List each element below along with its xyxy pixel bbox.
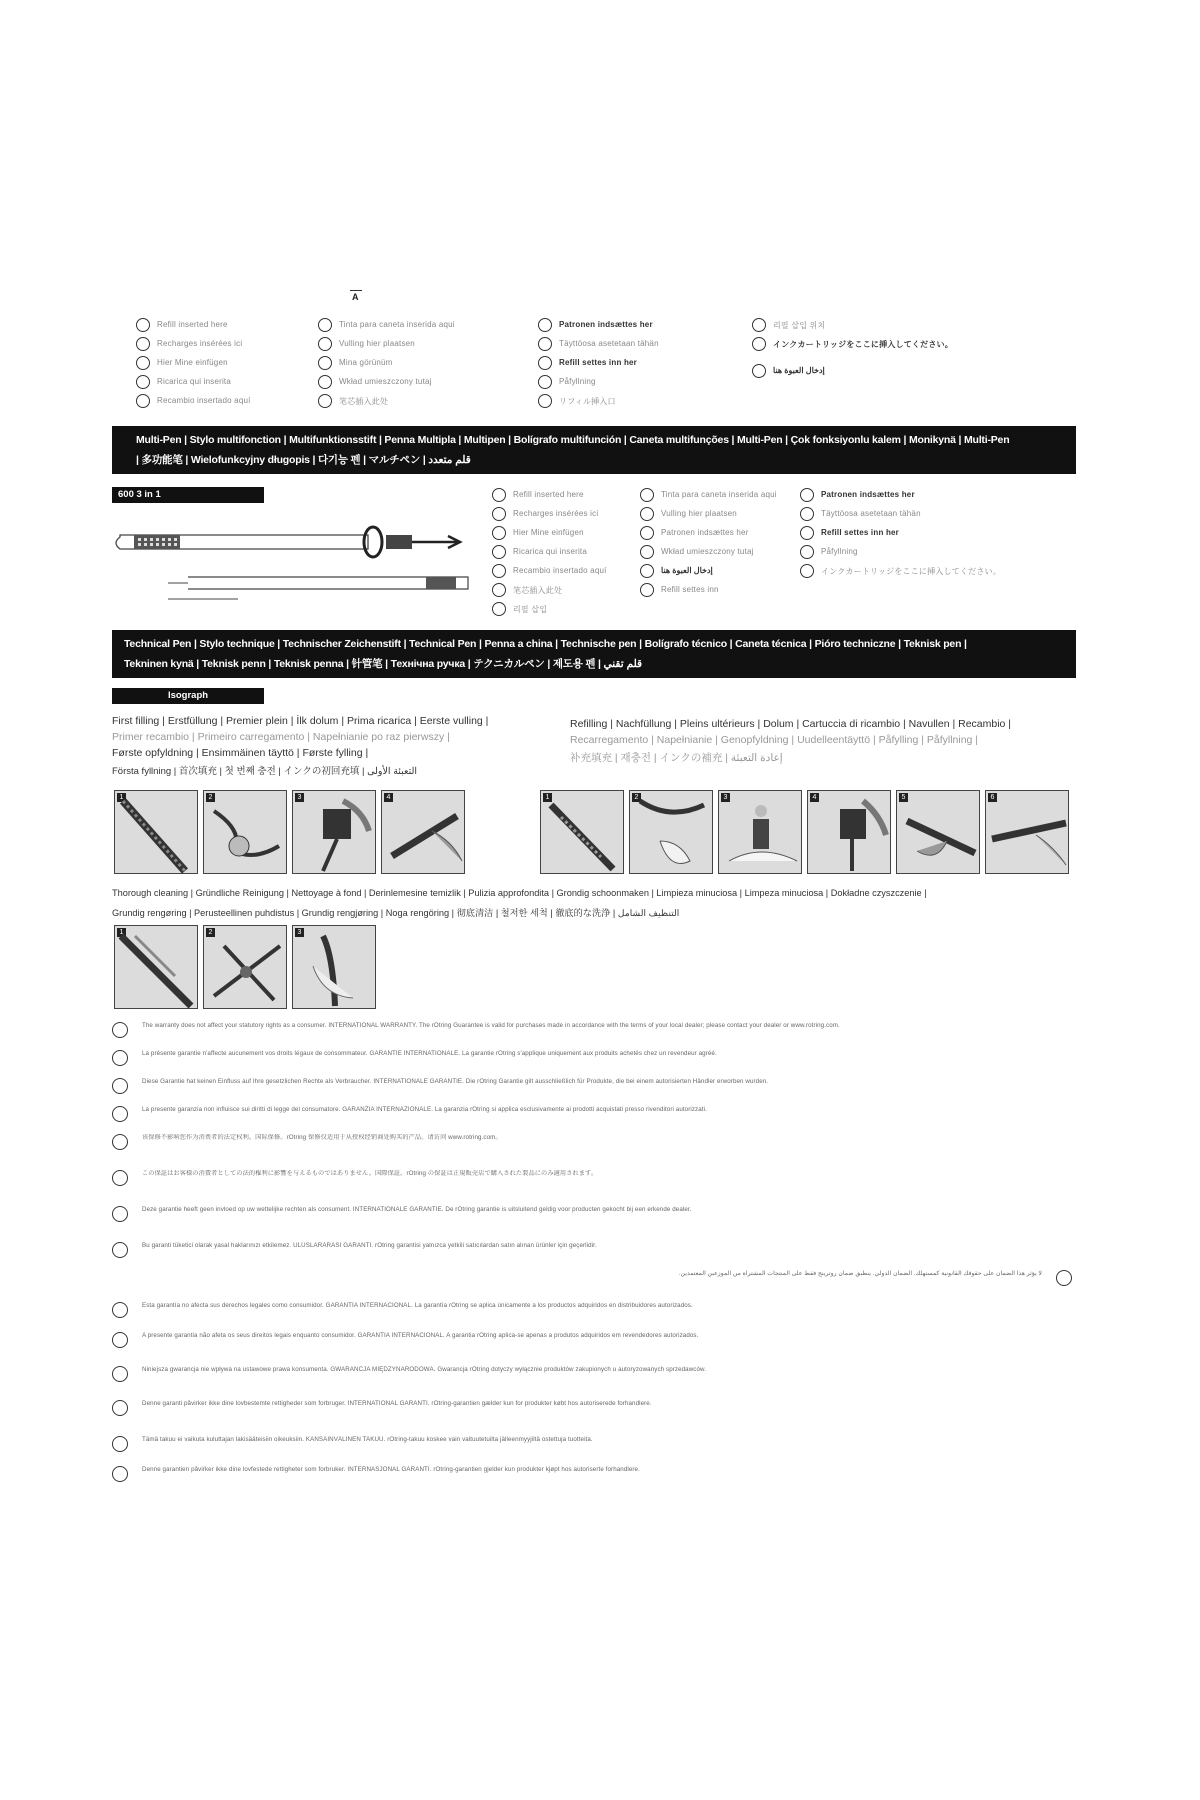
language-circle-icon bbox=[112, 1242, 128, 1258]
legend-text: Wkład umieszczony tutaj bbox=[339, 377, 432, 386]
legend-text: Patronen indsættes her bbox=[661, 528, 749, 537]
language-circle-icon bbox=[112, 1170, 128, 1186]
refilling-line-2: Recarregamento | Napełnianie | Genopfyldning | Uudelleentäyttö | Påfylling | Påfyllning | bbox=[570, 734, 979, 746]
language-circle-icon bbox=[112, 1022, 128, 1038]
top-marker: A bbox=[352, 292, 359, 302]
legend-text: リフィル挿入口 bbox=[559, 397, 616, 406]
language-circle-icon bbox=[112, 1078, 128, 1094]
legend-circle-icon bbox=[538, 394, 552, 408]
legend-circle-icon bbox=[492, 602, 506, 616]
isograph-label: Isograph bbox=[112, 688, 264, 704]
legend-text: Recharges insérées ici bbox=[513, 509, 599, 518]
language-circle-icon bbox=[112, 1332, 128, 1348]
first-filling-line-2: Primer recambio | Primeiro carregamento | Napełnianie po raz pierwszy | bbox=[112, 731, 450, 743]
legend-circle-icon bbox=[800, 526, 814, 540]
refilling-step-5-image bbox=[896, 790, 980, 874]
legend-text: Refill settes inn bbox=[661, 585, 719, 594]
first-filling-step-2-image bbox=[203, 790, 287, 874]
step-number: 1 bbox=[543, 793, 552, 802]
legend-circle-icon bbox=[318, 394, 332, 408]
legend-text: 笔芯插入此处 bbox=[339, 397, 389, 406]
legend-circle-icon bbox=[752, 318, 766, 332]
warranty-text: Esta garantía no afecta sus derechos legales como consumidor. GARANTÍA INTERNACIONAL. La garantía rOtring se aplica únicamente a los productos adquiridos en distribuidores autorizados. bbox=[142, 1302, 693, 1309]
warranty-text: Denne garanti påvirker ikke dine lovbestemte rettigheder som forbruger. INTERNATIONAL GARANTI. rOtring-garantien gælder kun for produkter købt hos autoriserede forhandlere. bbox=[142, 1400, 652, 1407]
cleaning-line-2: Grundig rengøring | Perusteellinen puhdistus | Grundig rengjøring | Noga rengöring | 彻底清洁 | 철저한 세척 | 徹底的な洗浄 | التنظيف الشامل bbox=[112, 908, 680, 918]
legend-text: Refill inserted here bbox=[513, 490, 584, 499]
warranty-text: Deze garantie heeft geen invloed op uw wettelijke rechten als consument. INTERNATIONALE GARANTIE. De rOtring garantie is uitsluitend geldig voor producten gekocht bij een erkende dealer. bbox=[142, 1206, 692, 1213]
cleaning-step-3-image bbox=[292, 925, 376, 1009]
legend-text: Vulling hier plaatsen bbox=[661, 509, 737, 518]
pen-model-label: 600 3 in 1 bbox=[112, 487, 264, 503]
legend-circle-icon bbox=[492, 545, 506, 559]
multipen-title-line-2: | 多功能笔 | Wielofunkcyjny długopis | 다기능 펜 | マルチペン | قلم متعدد bbox=[136, 454, 471, 466]
legend-text: インクカートリッジをここに挿入してください。 bbox=[773, 340, 953, 349]
technical-pen-title-line-2: Tekninen kynä | Teknisk penn | Teknisk penna | 针管笔 | Технічна ручка | テクニカルペン | 제도용 펜 | قلم تقني bbox=[124, 658, 643, 670]
step-number: 2 bbox=[206, 793, 215, 802]
legend-text: Patronen indsættes her bbox=[559, 320, 653, 329]
refilling-step-2-image bbox=[629, 790, 713, 874]
language-circle-icon bbox=[112, 1206, 128, 1222]
legend-text: Refill settes inn her bbox=[559, 358, 637, 367]
legend-text: Ricarica qui inserita bbox=[513, 547, 588, 556]
step-number: 4 bbox=[810, 793, 819, 802]
language-circle-icon bbox=[112, 1302, 128, 1318]
refilling-step-3-image bbox=[718, 790, 802, 874]
legend-circle-icon bbox=[538, 318, 552, 332]
step-number: 2 bbox=[206, 928, 215, 937]
legend-circle-icon bbox=[800, 564, 814, 578]
legend-circle-icon bbox=[752, 337, 766, 351]
legend-circle-icon bbox=[318, 356, 332, 370]
warranty-text: The warranty does not affect your statutory rights as a consumer. INTERNATIONAL WARRANTY. The rOtring Guarantee is valid for purchases made in accordance with the terms of your local dealer; please contact your dealer or www.rotring.com. bbox=[142, 1022, 840, 1029]
legend-text: Påfyllning bbox=[821, 547, 858, 556]
legend-top bbox=[0, 0, 1200, 420]
legend-circle-icon bbox=[800, 488, 814, 502]
legend-circle-icon bbox=[136, 318, 150, 332]
warranty-text: Denne garantien påvirker ikke dine lovfestede rettigheter som forbruker. INTERNASJONAL GARANTI. rOtring-garantien gjelder kun produkter kjøpt hos autoriserte forhandlere. bbox=[142, 1466, 640, 1473]
legend-text: Tinta para caneta inserida aqui bbox=[339, 320, 455, 329]
first-filling-step-1-image bbox=[114, 790, 198, 874]
multipen-title-band bbox=[112, 426, 1076, 474]
legend-text: إدخال العبوة هنا bbox=[661, 566, 713, 575]
legend-circle-icon bbox=[136, 356, 150, 370]
step-number: 3 bbox=[295, 928, 304, 937]
pen-cap bbox=[386, 535, 412, 549]
legend-circle-icon bbox=[640, 507, 654, 521]
warranty-text: この保証はお客様の消費者としての法的権利に影響を与えるものではありません。国際保証。rOtring の保証は正規販売店で購入された製品にのみ適用されます。 bbox=[142, 1170, 598, 1177]
legend-circle-icon bbox=[492, 526, 506, 540]
legend-text: インクカートリッジをここに挿入してください。 bbox=[821, 567, 1001, 576]
warranty-text: Diese Garantie hat keinen Einfluss auf Ihre gesetzlichen Rechte als Verbraucher. INTERNATIONALE GARANTIE. Die rOtring Garantie gilt ausschließlich für Produkte, die bei einem autorisierten Händler erworben wurden. bbox=[142, 1078, 769, 1085]
legend-circle-icon bbox=[136, 394, 150, 408]
technical-pen-title-band bbox=[112, 630, 1076, 678]
step-number: 1 bbox=[117, 928, 126, 937]
legend-circle-icon bbox=[492, 564, 506, 578]
step-number: 5 bbox=[899, 793, 908, 802]
language-circle-icon bbox=[112, 1106, 128, 1122]
legend-circle-icon bbox=[318, 318, 332, 332]
legend-circle-icon bbox=[318, 375, 332, 389]
legend-circle-icon bbox=[800, 545, 814, 559]
language-circle-icon bbox=[112, 1400, 128, 1416]
legend-circle-icon bbox=[640, 564, 654, 578]
language-circle-icon bbox=[112, 1134, 128, 1150]
legend-text: Wkład umieszczony tutaj bbox=[661, 547, 754, 556]
step-number: 3 bbox=[295, 793, 304, 802]
cleaning-title: Thorough cleaning | Gründliche Reinigung | Nettoyage à fond | Derinlemesine temizlik | Pulizia approfondita | Grondig schoonmaken | Limpieza minuciosa | Limpeza minuciosa | Dokładne czyszczenie | bbox=[112, 888, 927, 898]
cleaning-step-1-image bbox=[114, 925, 198, 1009]
legend-text: Mina görünüm bbox=[339, 358, 393, 367]
pen-lower-grip bbox=[426, 577, 456, 589]
pen-grip bbox=[134, 535, 180, 549]
legend-text: Recharges insérées ici bbox=[157, 339, 243, 348]
legend-text: Recambio insertado aquí bbox=[513, 566, 607, 575]
language-circle-icon bbox=[1056, 1270, 1072, 1286]
legend-text: 리필 삽입 위치 bbox=[773, 321, 826, 330]
technical-pen-title-line-1: Technical Pen | Stylo technique | Technischer Zeichenstift | Technical Pen | Penna a china | Technische pen | Bolígrafo técnico | Caneta técnica | Pióro techniczne | Teknisk pen | bbox=[124, 638, 967, 650]
warranty-text: 该保修不影响您作为消费者的法定权利。国际保修。rOtring 保修仅适用于从授权经销商处购买的产品。请访问 www.rotring.com。 bbox=[142, 1134, 502, 1141]
legend-circle-icon bbox=[538, 356, 552, 370]
legend-circle-icon bbox=[538, 375, 552, 389]
legend-text: Patronen indsættes her bbox=[821, 490, 915, 499]
legend-text: Recambio insertado aquí bbox=[157, 396, 251, 405]
legend-circle-icon bbox=[752, 364, 766, 378]
legend-text: Ricarica qui inserita bbox=[157, 377, 232, 386]
legend-circle-icon bbox=[492, 488, 506, 502]
legend-circle-icon bbox=[492, 583, 506, 597]
legend-circle-icon bbox=[640, 488, 654, 502]
warranty-text: A presente garantia não afeta os seus direitos legais enquanto consumidor. GARANTIA INTERNACIONAL. A garantia rOtring aplica-se apenas a produtos adquiridos em revendedores autorizados. bbox=[142, 1332, 699, 1339]
legend-text: 笔芯插入此处 bbox=[513, 586, 563, 595]
language-circle-icon bbox=[112, 1436, 128, 1452]
warranty-text: Bu garanti tüketici olarak yasal haklarınızı etkilemez. ULUSLARARASI GARANTİ. rOtring garantisi yalnızca yetkili satıcılardan satın alınan ürünler için geçerlidir. bbox=[142, 1242, 597, 1249]
warranty-text: Niniejsza gwarancja nie wpływa na ustawowe prawa konsumenta. GWARANCJA MIĘDZYNARODOWA. Gwarancja rOtring dotyczy wyłącznie produktów zakupionych u autoryzowanych sprzedawców. bbox=[142, 1366, 707, 1373]
legend-text: 리필 삽입 bbox=[513, 605, 548, 614]
warranty-text: La présente garantie n'affecte aucunement vos droits légaux de consommateur. GARANTIE INTERNATIONALE. La garantie rOtring s'applique uniquement aux produits achetés chez un revendeur agréé. bbox=[142, 1050, 717, 1057]
multipen-illustration bbox=[108, 505, 478, 605]
step-number: 6 bbox=[988, 793, 997, 802]
legend-text: Täyttöosa asetetaan tähän bbox=[821, 509, 921, 518]
first-filling-title: First filling | Erstfüllung | Premier plein | İlk dolum | Prima ricarica | Eerste vulling | bbox=[112, 715, 489, 727]
legend-circle-icon bbox=[136, 337, 150, 351]
legend-circle-icon bbox=[640, 545, 654, 559]
warranty-text: La presente garanzia non influisce sui diritti di legge del consumatore. GARANZIA INTERNAZIONALE. La garanzia rOtring si applica esclusivamente ai prodotti acquistati presso rivenditori autorizzati. bbox=[142, 1106, 707, 1113]
legend-text: Täyttöosa asetetaan tähän bbox=[559, 339, 659, 348]
arrow-icon bbox=[412, 536, 460, 548]
language-circle-icon bbox=[112, 1366, 128, 1382]
refilling-step-1-image bbox=[540, 790, 624, 874]
legend-text: Refill inserted here bbox=[157, 320, 228, 329]
legend-text: إدخال العبوة هنا bbox=[773, 366, 825, 375]
first-filling-line-4: Första fyllning | 首次填充 | 첫 번째 충전 | インクの初回充填 | التعبئة الأولى bbox=[112, 766, 418, 777]
legend-circle-icon bbox=[492, 507, 506, 521]
legend-text: Refill settes inn her bbox=[821, 528, 899, 537]
legend-circle-icon bbox=[640, 583, 654, 597]
legend-text: Tinta para caneta inserida aqui bbox=[661, 490, 777, 499]
refilling-line-3: 补充填充 | 재충전 | インクの補充 | إعادة التعبئة bbox=[570, 752, 783, 764]
language-circle-icon bbox=[112, 1466, 128, 1482]
refilling-step-6-image bbox=[985, 790, 1069, 874]
legend-circle-icon bbox=[538, 337, 552, 351]
cleaning-step-2-image bbox=[203, 925, 287, 1009]
legend-text: Hier Mine einfügen bbox=[157, 358, 228, 367]
refilling-title: Refilling | Nachfüllung | Pleins ultérieurs | Dolum | Cartuccia di ricambio | Navullen | Recambio | bbox=[570, 718, 1012, 730]
step-number: 1 bbox=[117, 793, 126, 802]
legend-circle-icon bbox=[318, 337, 332, 351]
warranty-text: لا يؤثر هذا الضمان على حقوقك القانونية كمستهلك. الضمان الدولي. ينطبق ضمان روترينج فقط على المنتجات المشتراة من الموزعين المعتمدين. bbox=[678, 1270, 1042, 1277]
refilling-step-4-image bbox=[807, 790, 891, 874]
step-number: 4 bbox=[384, 793, 393, 802]
multipen-title-line-1: Multi-Pen | Stylo multifonction | Multifunktionsstift | Penna Multipla | Multipen | Bolígrafo multifunción | Caneta multifunções | Multi-Pen | Çok fonksiyonlu kalem | Monikynä | Multi-Pen bbox=[136, 434, 1010, 446]
first-filling-step-4-image bbox=[381, 790, 465, 874]
language-circle-icon bbox=[112, 1050, 128, 1066]
step-number: 2 bbox=[632, 793, 641, 802]
legend-circle-icon bbox=[136, 375, 150, 389]
warranty-text: Tämä takuu ei vaikuta kuluttajan lakisääteisiin oikeuksiin. KANSAINVÄLINEN TAKUU. rOtring-takuu koskee vain valtuutetuilta jälleenmyyjiltä ostettuja tuotteita. bbox=[142, 1436, 593, 1443]
legend-circle-icon bbox=[640, 526, 654, 540]
step-number: 3 bbox=[721, 793, 730, 802]
legend-text: Påfyllning bbox=[559, 377, 596, 386]
first-filling-line-3: Første opfyldning | Ensimmäinen täyttö | Første fylling | bbox=[112, 747, 369, 759]
legend-text: Vulling hier plaatsen bbox=[339, 339, 415, 348]
legend-circle-icon bbox=[800, 507, 814, 521]
first-filling-step-3-image bbox=[292, 790, 376, 874]
legend-text: Hier Mine einfügen bbox=[513, 528, 584, 537]
